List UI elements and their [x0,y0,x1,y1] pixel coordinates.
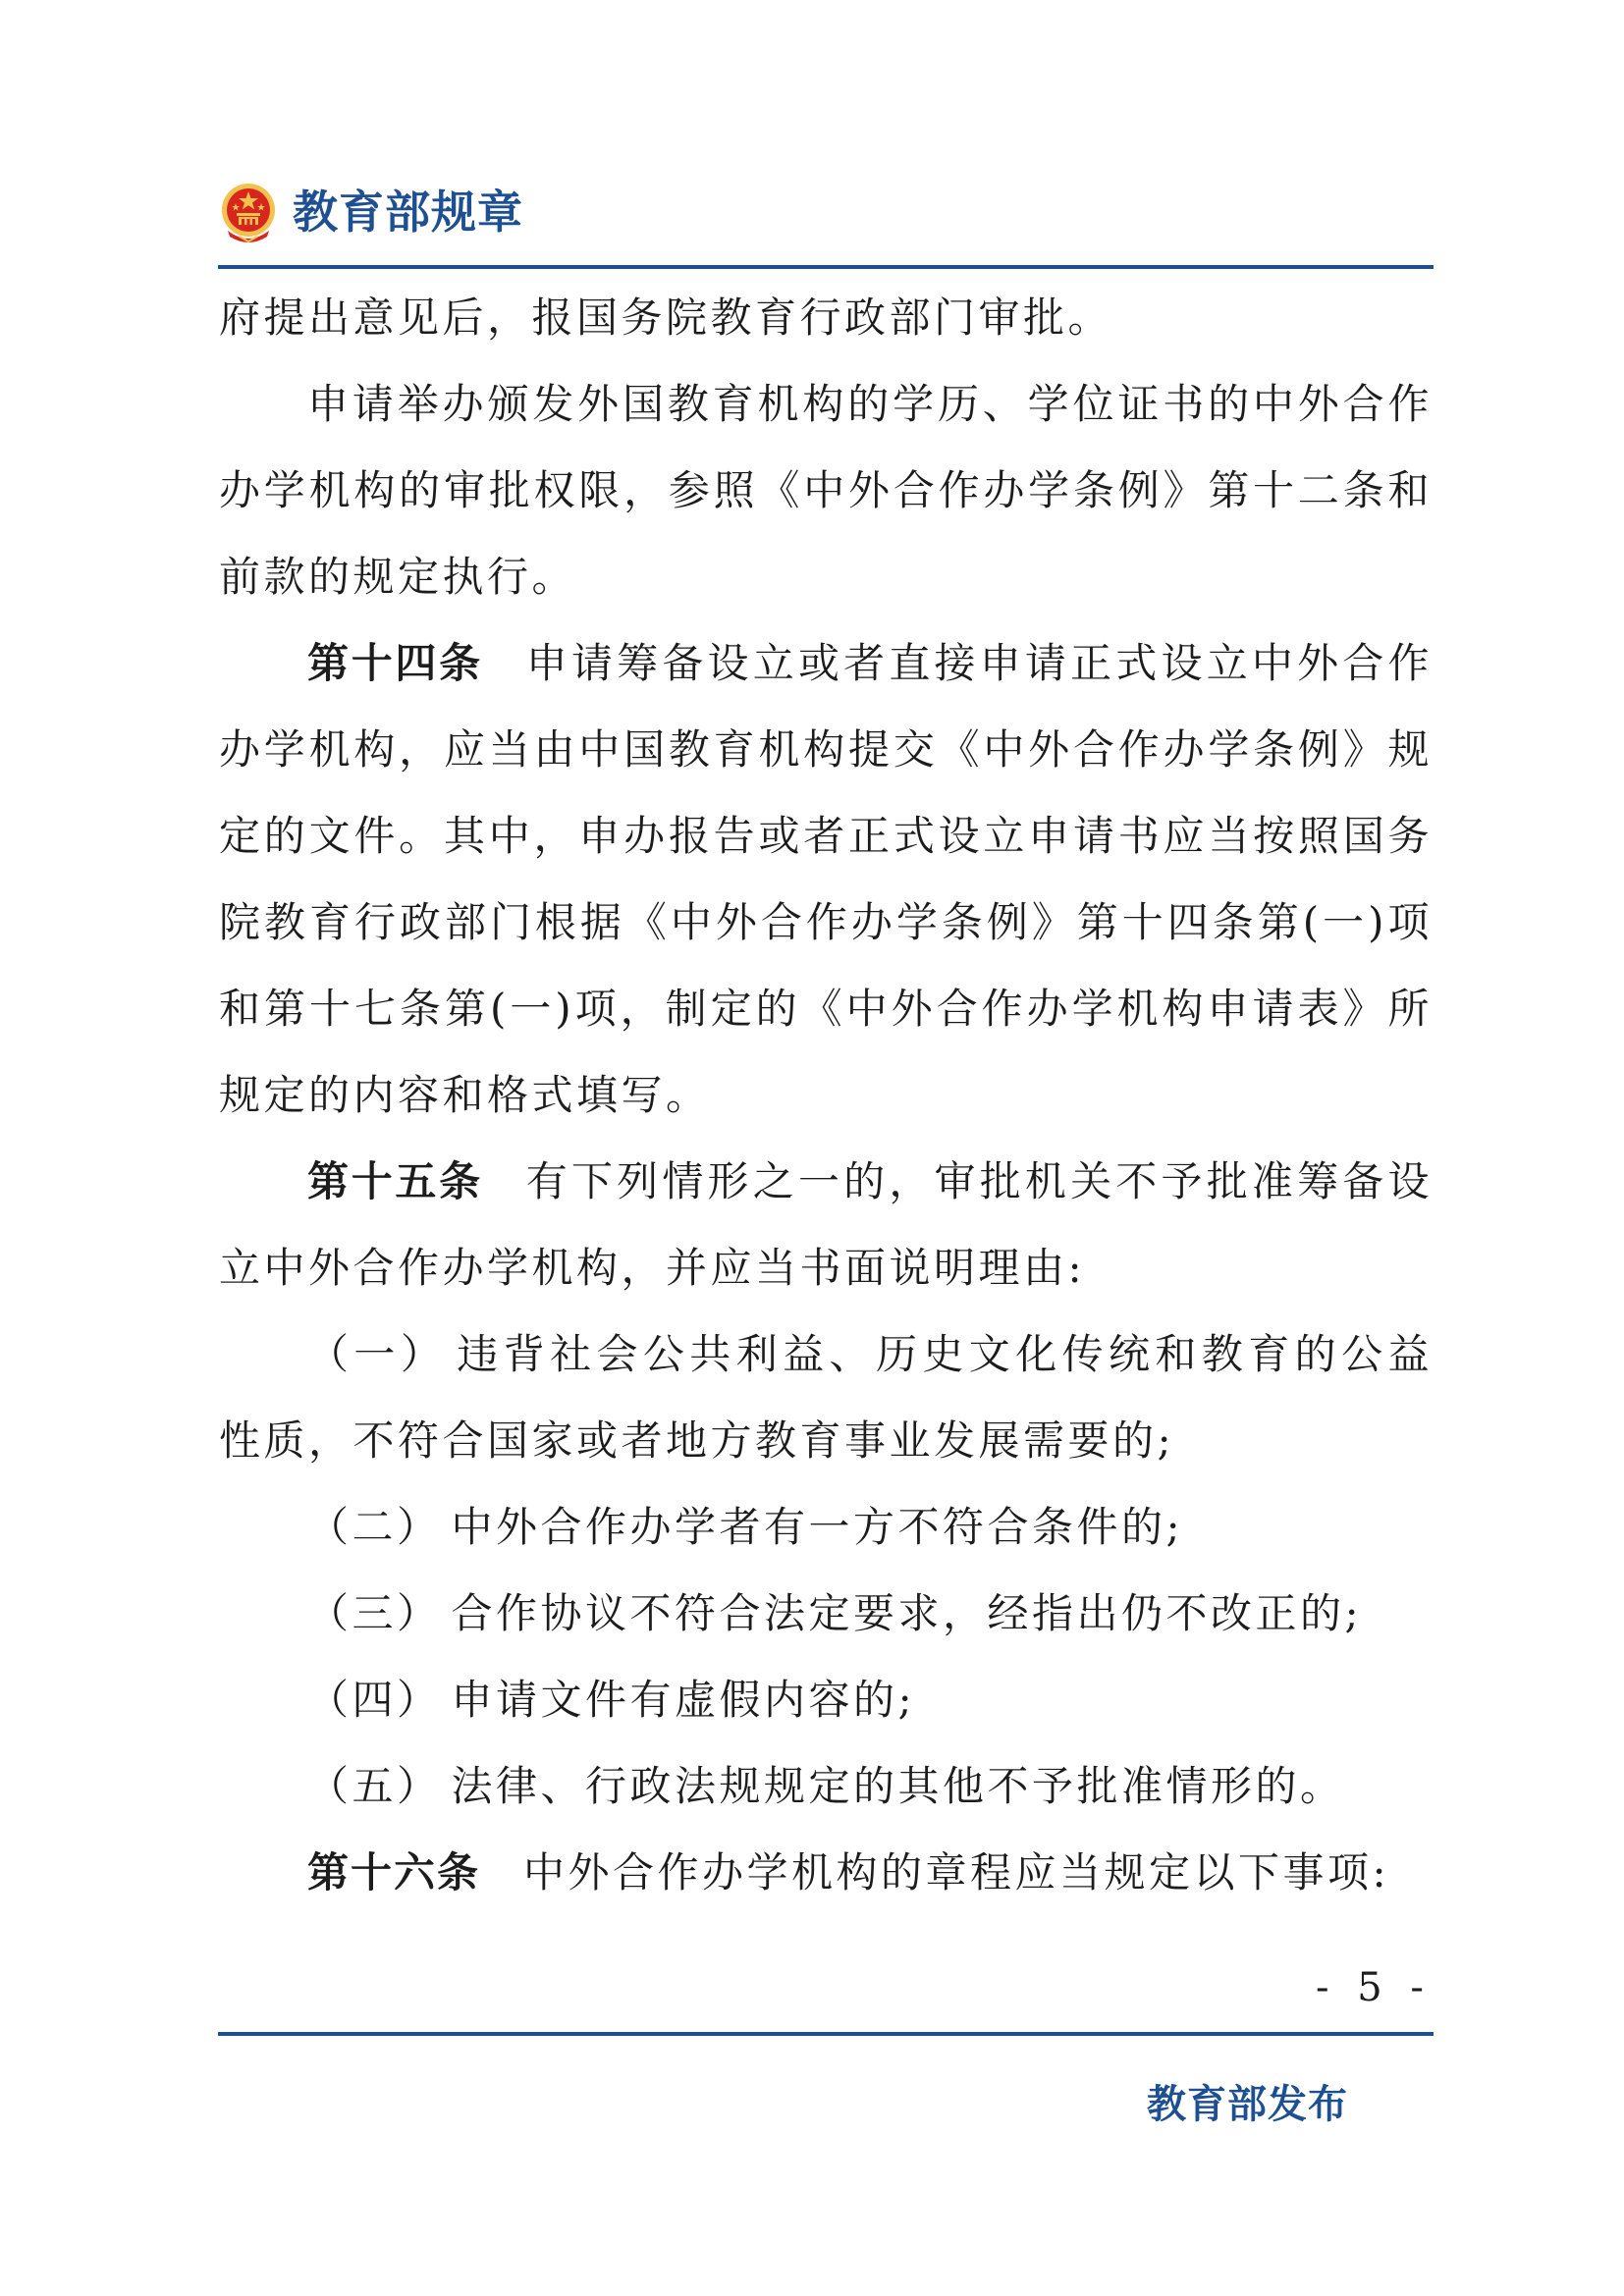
list-item [219,1743,1433,1830]
list-item [219,1657,1433,1743]
paragraph-continuation: 府提出意见后，报国务院教育行政部门审批。 [219,294,1113,342]
page-number: - 5 - [1316,1965,1432,2010]
article-number: 第十四条 [307,639,483,687]
list-item [219,1484,1433,1571]
list-item-marker: （一） [307,1330,448,1378]
list-item-marker: （四） [307,1676,442,1724]
article-text: 申请筹备设立或者直接申请正式设立中外合作办学机构，应当由中国教育机构提交《中外合作办学条例》规定的文件。其中，申办报告或者正式设立申请书应当按照国务院教育行政部门根据《中外合作办学条例》第十四条第(一)项和第十七条第(一)项，制定的《中外合作办学机构申请表》所规定的内容和格式填写。 [219,639,1433,1119]
national-emblem-icon [220,182,277,242]
list-item [219,1311,1433,1484]
list-item-text: 违背社会公共利益、历史文化传统和教育的公益性质，不符合国家或者地方教育事业发展需要的; [219,1330,1433,1465]
article-15 [219,1139,1433,1311]
document-body [219,275,1433,1916]
list-item-marker: （二） [307,1503,442,1551]
footer-divider [218,2032,1434,2036]
article-16 [219,1830,1433,1916]
page-header [220,173,523,251]
list-item [219,1571,1433,1657]
list-item-text: 法律、行政法规规定的其他不予批准情形的。 [451,1762,1345,1810]
article-text: 有下列情形之一的，审批机关不予批准筹备设立中外合作办学机构，并应当书面说明理由: [219,1157,1433,1292]
article-14 [219,620,1433,1139]
paragraph: 申请举办颁发外国教育机构的学历、学位证书的中外合作办学机构的审批权限，参照《中外合作办学条例》第十二条和前款的规定执行。 [219,380,1433,601]
list-item-text: 申请文件有虚假内容的; [451,1676,916,1724]
article-number: 第十六条 [307,1848,481,1896]
list-item-marker: （三） [307,1589,442,1637]
article-number: 第十五条 [307,1157,483,1205]
list-item-text: 中外合作办学者有一方不符合条件的; [451,1503,1184,1551]
list-item-marker: （五） [307,1762,442,1810]
article-text: 中外合作办学机构的章程应当规定以下事项: [523,1848,1390,1896]
footer-publisher: 教育部发布 [1147,2082,1348,2127]
header-divider [218,265,1434,269]
list-item-text: 合作协议不符合法定要求，经指出仍不改正的; [451,1589,1363,1637]
header-title: 教育部规章 [293,186,523,239]
